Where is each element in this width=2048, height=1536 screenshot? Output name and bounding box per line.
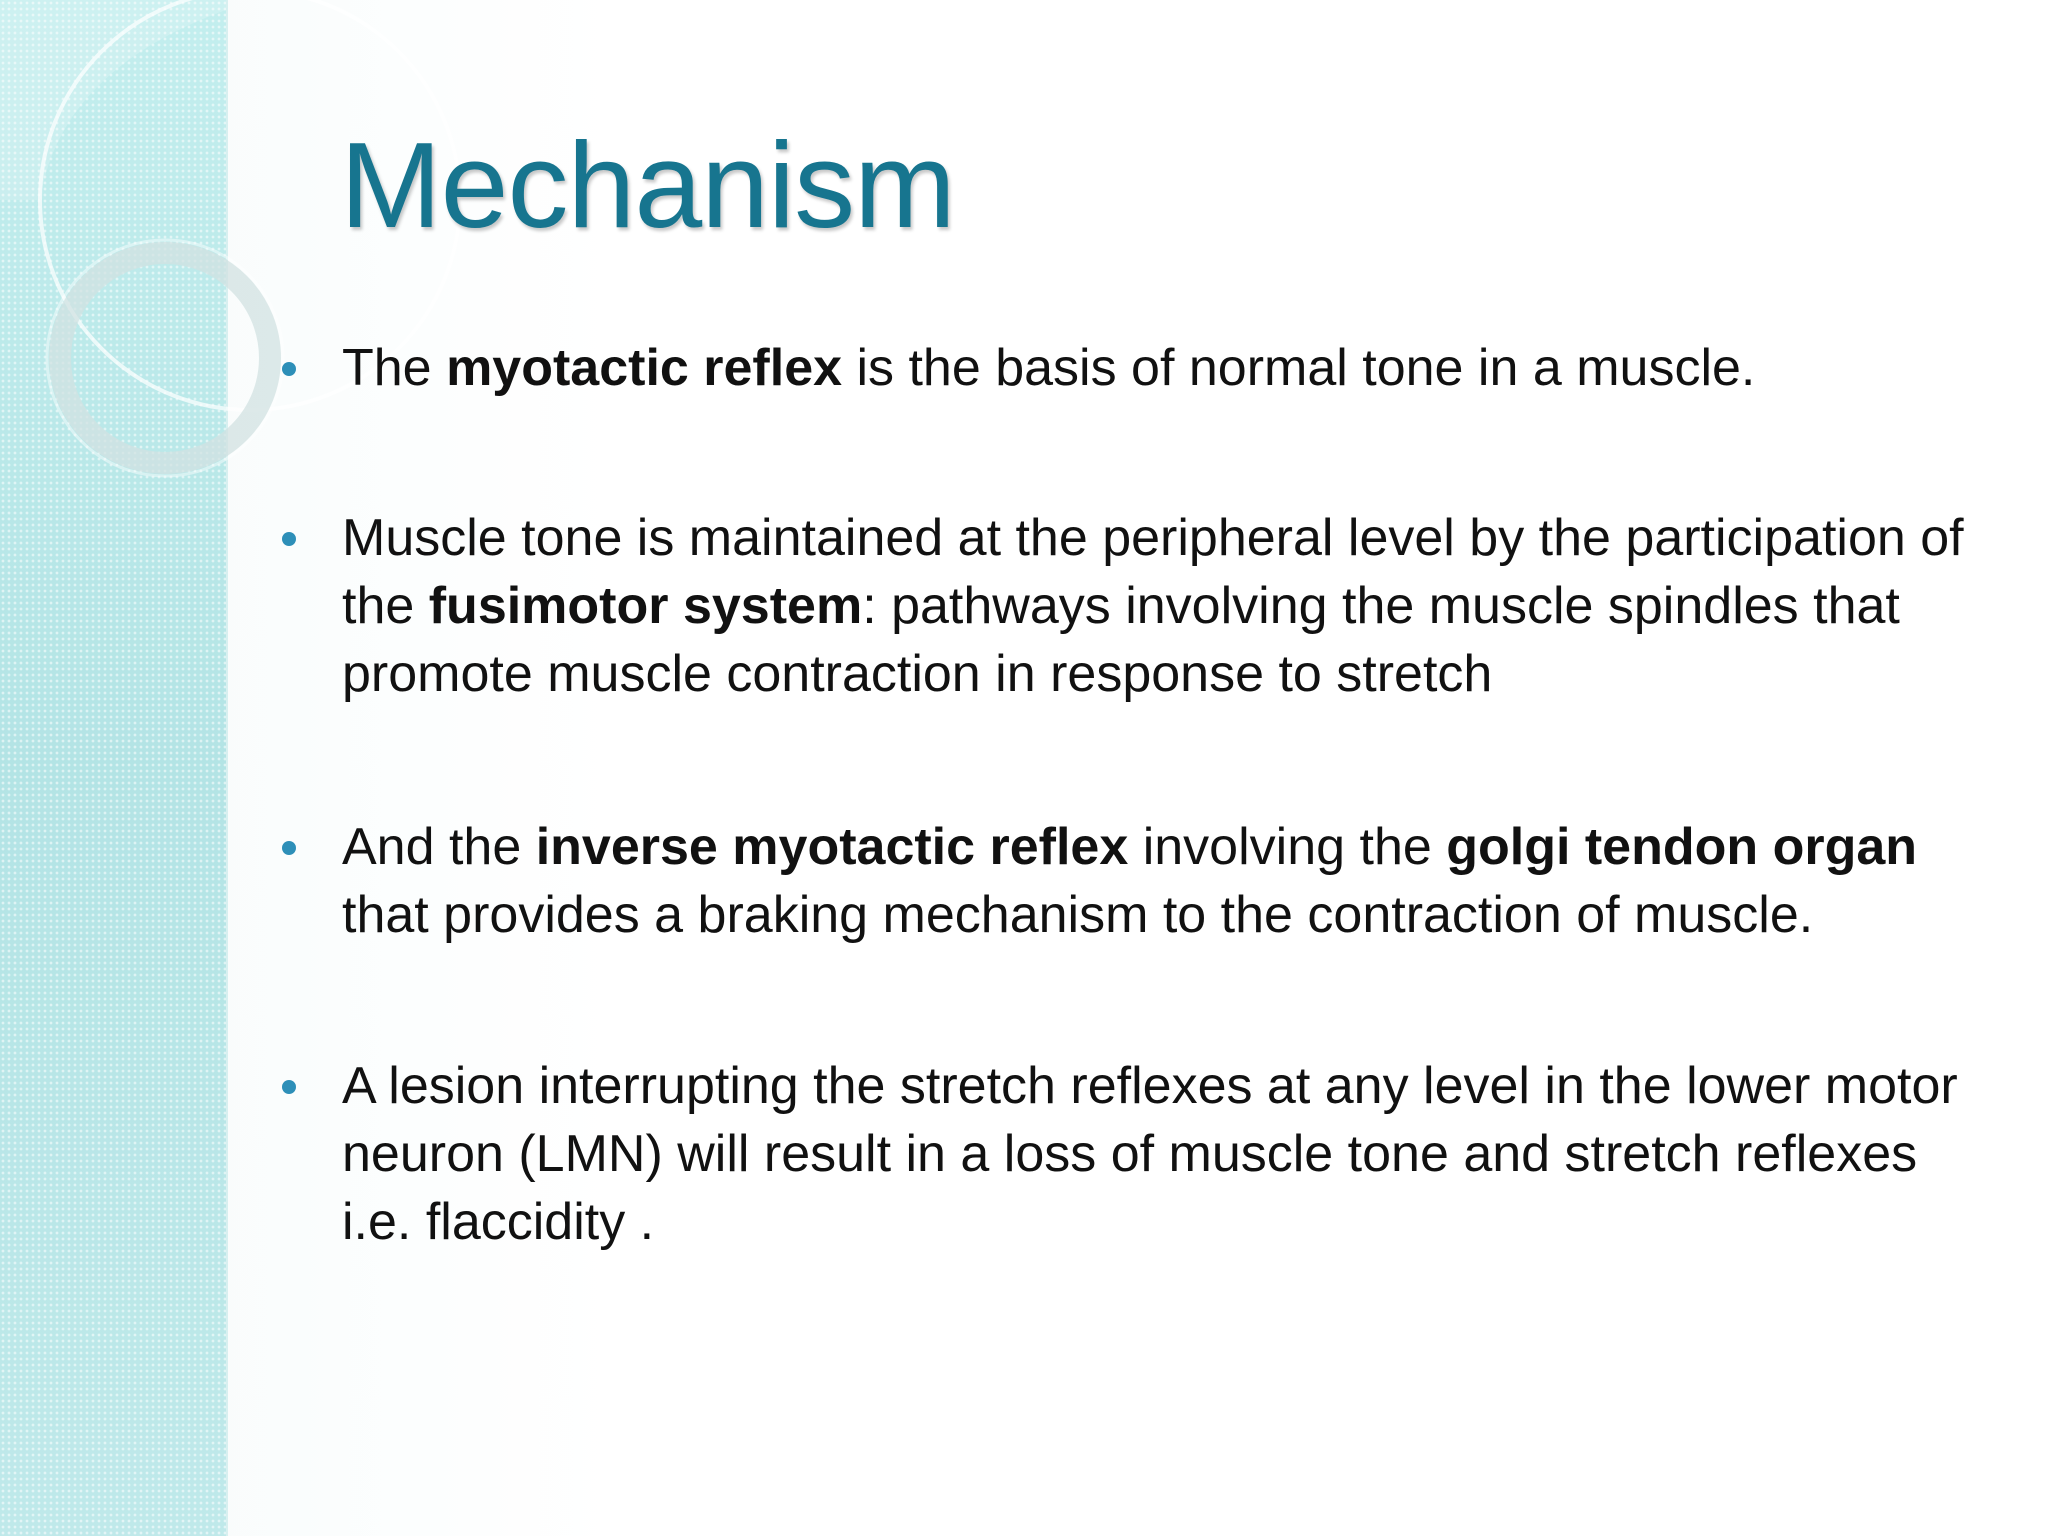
- bullet-item: [282, 334, 1982, 402]
- bullet-item: [282, 813, 1982, 949]
- bold-term: golgi tendon organ: [1446, 818, 1918, 876]
- bullet-text: [342, 509, 1964, 703]
- text-segment: is the basis of normal tone in a muscle.: [842, 339, 1756, 397]
- bullet-item: [282, 504, 1982, 708]
- text-segment: Muscle tone is maintained at the peripheral level by the participation of the: [342, 509, 1964, 635]
- bold-term: myotactic reflex: [446, 339, 843, 397]
- slide-title: Mechanism: [340, 117, 955, 253]
- bullet-dot-icon: [282, 532, 296, 546]
- text-segment: that provides a braking mechanism to the contraction of muscle.: [342, 886, 1814, 944]
- text-segment: involving the: [1128, 818, 1447, 876]
- bold-term: inverse myotactic reflex: [535, 818, 1129, 876]
- bullet-dot-icon: [282, 1080, 296, 1094]
- text-segment: And the: [342, 818, 536, 876]
- text-segment: A lesion interrupting the stretch reflexes at any level in the lower motor neuron (LMN) will result in a loss of muscle tone and stretch reflexes i.e. flaccidity .: [342, 1057, 1958, 1251]
- bullet-list: [282, 334, 1982, 1256]
- bullet-text: [342, 1057, 1958, 1251]
- bullet-text: [342, 339, 1755, 397]
- bullet-text: [342, 818, 1917, 944]
- text-segment: : pathways involving the muscle spindles that promote muscle contraction in response to stretch: [342, 577, 1900, 703]
- bold-term: fusimotor system: [428, 577, 863, 635]
- bullet-item: [282, 1052, 1982, 1256]
- bullet-dot-icon: [282, 362, 296, 376]
- bullet-dot-icon: [282, 841, 296, 855]
- text-segment: The: [342, 339, 447, 397]
